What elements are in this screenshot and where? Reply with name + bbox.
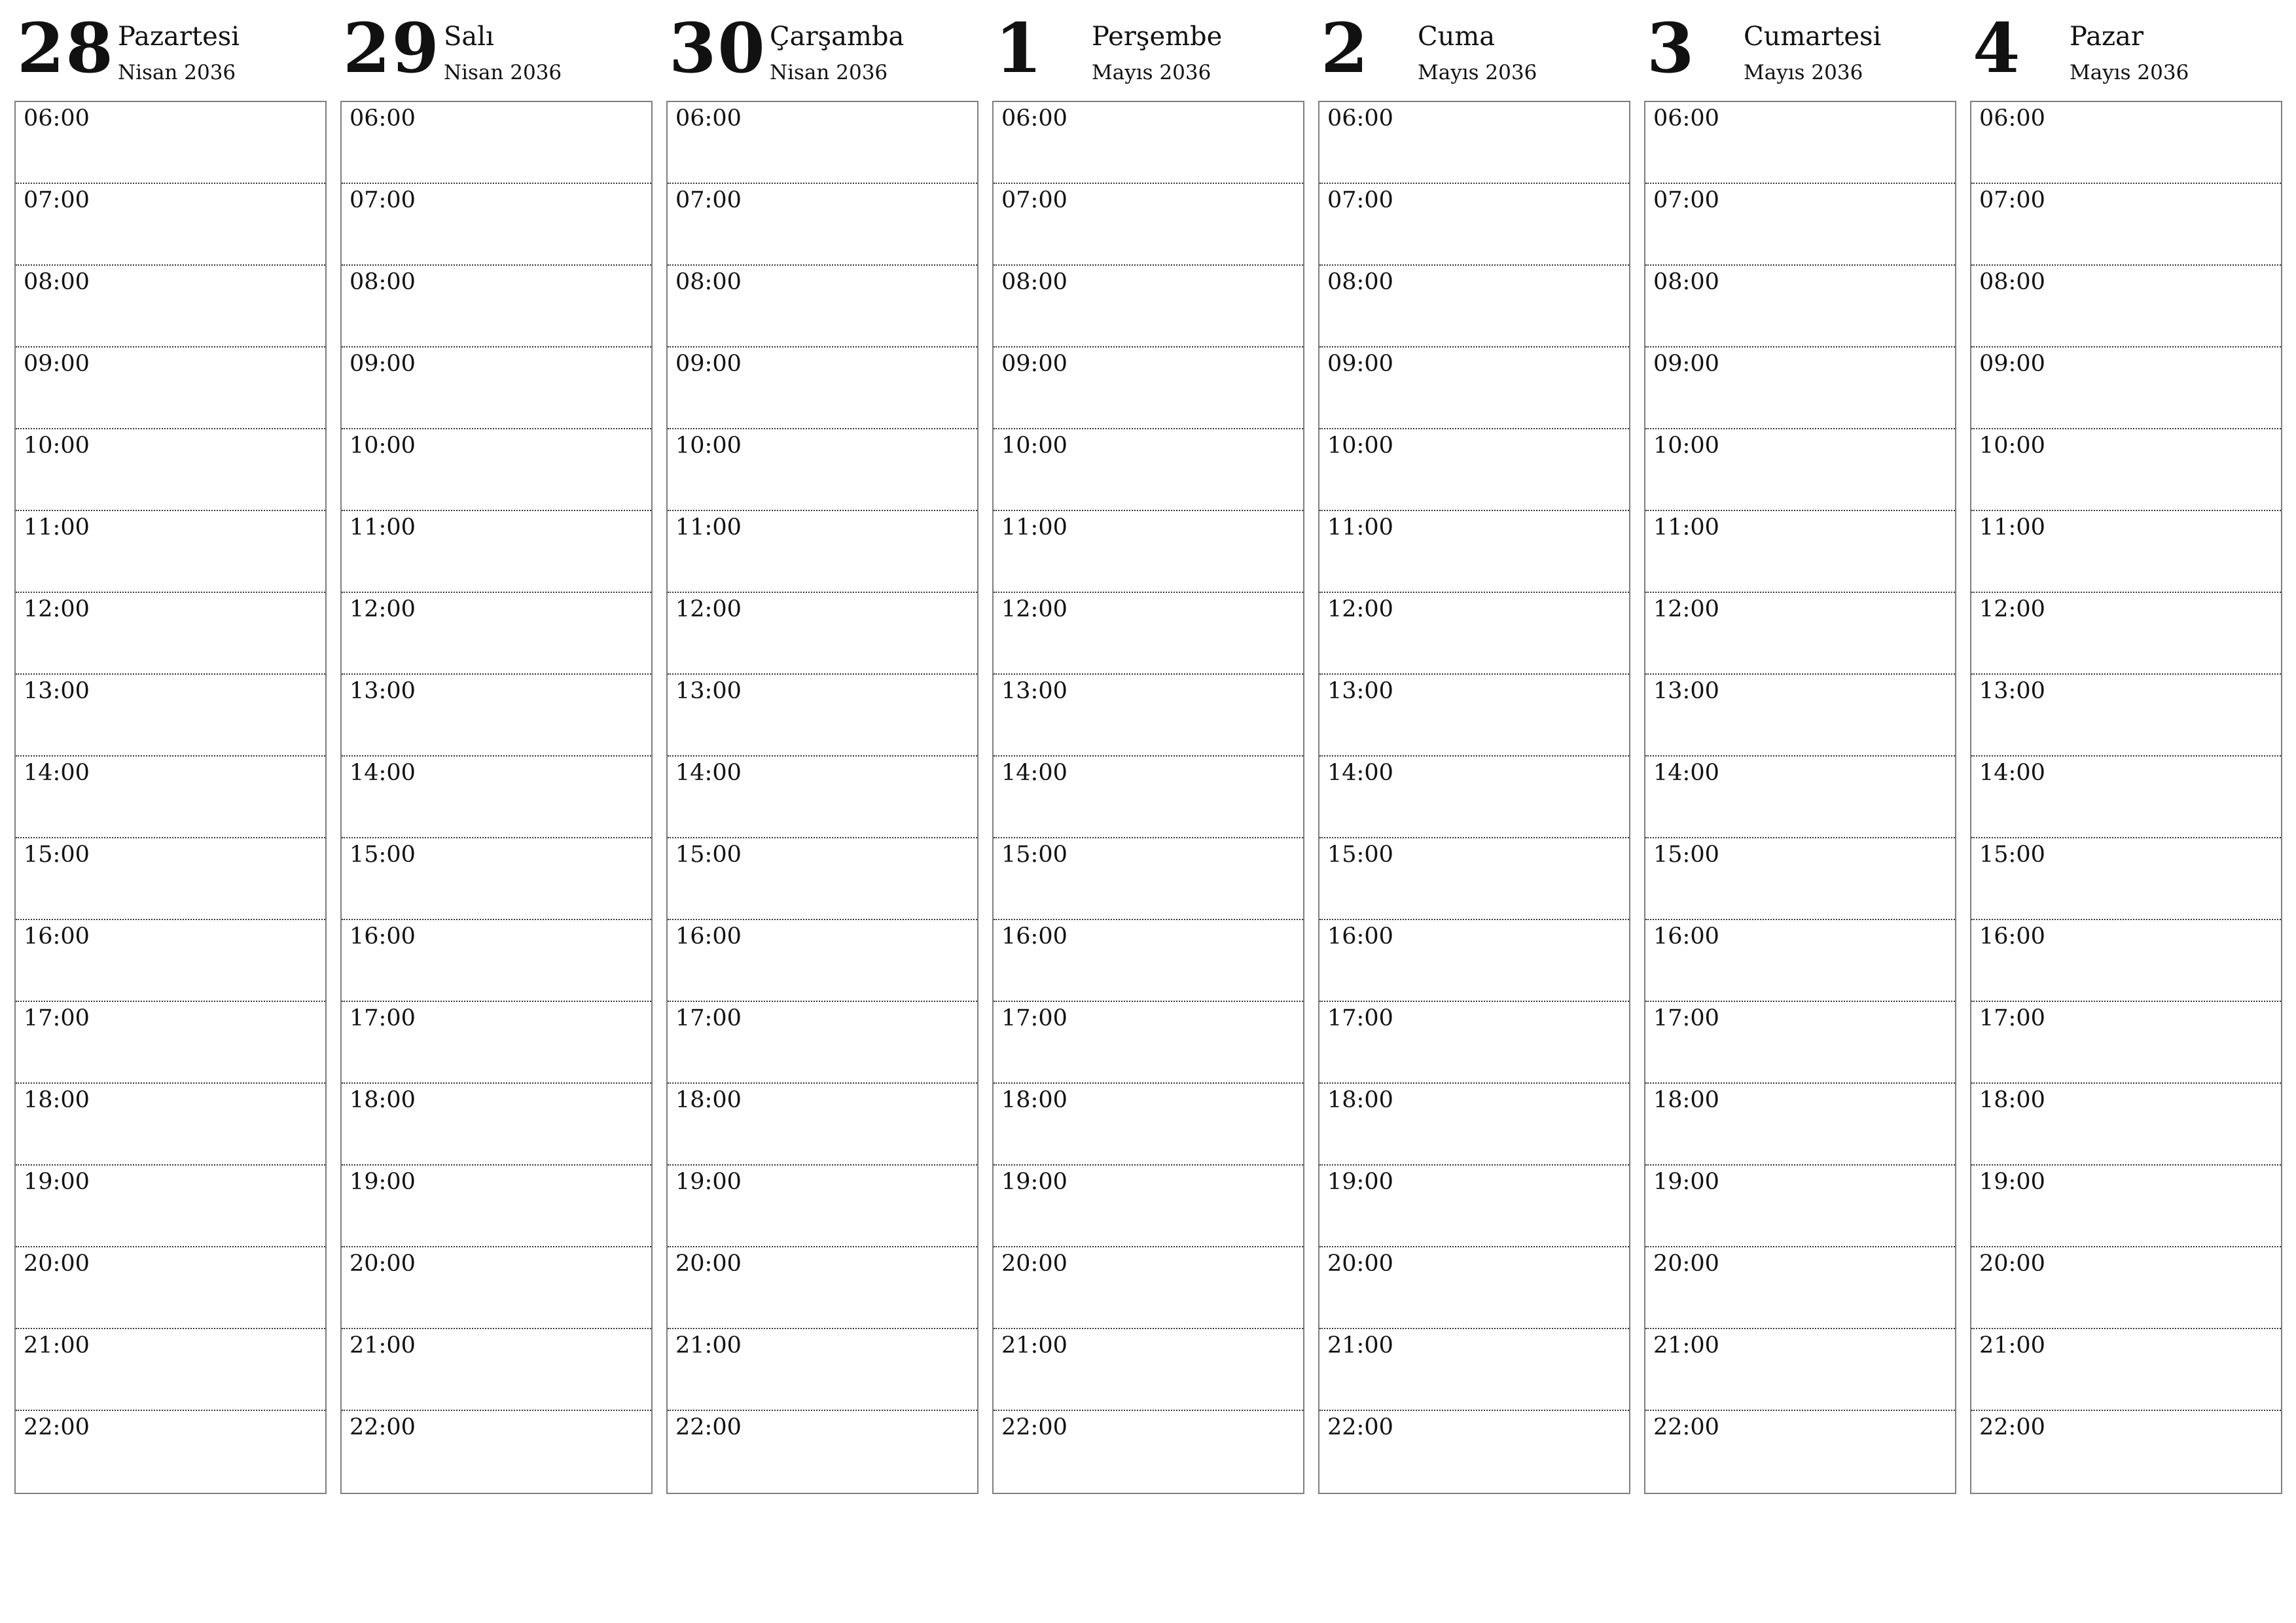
time-slot bbox=[1319, 1002, 1629, 1084]
time-label: 17:00 bbox=[675, 1005, 742, 1031]
time-slot bbox=[16, 429, 325, 511]
time-slot bbox=[994, 757, 1303, 838]
time-slot bbox=[16, 266, 325, 348]
time-slot bbox=[994, 184, 1303, 266]
time-label: 12:00 bbox=[1327, 596, 1393, 622]
time-label: 07:00 bbox=[350, 187, 416, 213]
time-slot bbox=[1645, 1084, 1955, 1166]
time-label: 18:00 bbox=[1979, 1087, 2045, 1113]
time-label: 06:00 bbox=[350, 105, 416, 132]
time-label: 14:00 bbox=[350, 760, 416, 786]
time-label: 10:00 bbox=[350, 433, 416, 459]
time-label: 18:00 bbox=[1001, 1087, 1067, 1113]
time-label: 17:00 bbox=[24, 1005, 90, 1031]
day-schedule-box bbox=[1644, 101, 1956, 1494]
time-slot bbox=[1645, 920, 1955, 1002]
time-slot bbox=[1645, 266, 1955, 348]
time-slot bbox=[994, 1084, 1303, 1166]
time-label: 12:00 bbox=[1001, 596, 1067, 622]
time-label: 11:00 bbox=[1327, 514, 1393, 541]
day-schedule-box bbox=[1318, 101, 1630, 1494]
time-slot bbox=[16, 757, 325, 838]
time-slot bbox=[342, 757, 651, 838]
day-name: Cumartesi bbox=[1744, 22, 1882, 52]
time-label: 06:00 bbox=[1979, 105, 2045, 132]
time-slot bbox=[16, 102, 325, 184]
time-label: 16:00 bbox=[675, 923, 742, 950]
time-label: 10:00 bbox=[24, 433, 90, 459]
time-label: 11:00 bbox=[1001, 514, 1067, 541]
time-slot bbox=[994, 1411, 1303, 1491]
time-slot bbox=[1319, 757, 1629, 838]
time-slot bbox=[994, 838, 1303, 920]
day-schedule-box bbox=[666, 101, 978, 1494]
time-slot bbox=[16, 1247, 325, 1329]
time-label: 08:00 bbox=[350, 269, 416, 295]
time-label: 14:00 bbox=[1979, 760, 2045, 786]
time-label: 14:00 bbox=[1001, 760, 1067, 786]
time-label: 06:00 bbox=[1327, 105, 1393, 132]
time-label: 16:00 bbox=[350, 923, 416, 950]
time-slot bbox=[668, 1002, 977, 1084]
time-label: 22:00 bbox=[24, 1414, 90, 1440]
time-label: 06:00 bbox=[1001, 105, 1067, 132]
time-label: 13:00 bbox=[1327, 678, 1393, 704]
time-slot bbox=[994, 1166, 1303, 1247]
time-slot bbox=[1971, 1329, 2281, 1411]
time-slot bbox=[1645, 1247, 1955, 1329]
time-slot bbox=[16, 838, 325, 920]
day-name: Perşembe bbox=[1092, 22, 1223, 52]
time-slot bbox=[1319, 1411, 1629, 1491]
time-slot bbox=[1645, 184, 1955, 266]
time-slot bbox=[342, 1002, 651, 1084]
time-slot bbox=[1319, 838, 1629, 920]
month-year-label: Nisan 2036 bbox=[770, 61, 888, 84]
time-slot bbox=[342, 348, 651, 429]
time-label: 18:00 bbox=[350, 1087, 416, 1113]
time-label: 15:00 bbox=[1979, 842, 2045, 868]
time-label: 12:00 bbox=[1653, 596, 1719, 622]
time-slot bbox=[668, 675, 977, 757]
time-slot bbox=[1971, 511, 2281, 593]
time-label: 15:00 bbox=[675, 842, 742, 868]
time-slot bbox=[16, 1002, 325, 1084]
time-label: 21:00 bbox=[1327, 1332, 1393, 1359]
time-label: 17:00 bbox=[1327, 1005, 1393, 1031]
time-label: 09:00 bbox=[1979, 351, 2045, 377]
time-label: 15:00 bbox=[350, 842, 416, 868]
day-name: Pazar bbox=[2070, 22, 2144, 52]
time-label: 20:00 bbox=[1001, 1251, 1067, 1277]
day-schedule-box bbox=[14, 101, 327, 1494]
day-column bbox=[666, 0, 978, 1440]
time-label: 22:00 bbox=[1653, 1414, 1719, 1440]
time-label: 11:00 bbox=[675, 514, 742, 541]
time-label: 22:00 bbox=[1001, 1414, 1067, 1440]
day-column bbox=[14, 0, 327, 1440]
time-slot bbox=[1971, 675, 2281, 757]
time-label: 09:00 bbox=[350, 351, 416, 377]
day-header bbox=[1970, 0, 2282, 98]
time-slot bbox=[1971, 184, 2281, 266]
time-label: 22:00 bbox=[1979, 1414, 2045, 1440]
day-schedule-box bbox=[992, 101, 1304, 1494]
time-label: 16:00 bbox=[1327, 923, 1393, 950]
time-slot bbox=[16, 184, 325, 266]
time-slot bbox=[668, 920, 977, 1002]
time-label: 20:00 bbox=[350, 1251, 416, 1277]
time-label: 15:00 bbox=[1001, 842, 1067, 868]
day-name: Pazartesi bbox=[118, 22, 240, 52]
time-slot bbox=[668, 102, 977, 184]
time-slot bbox=[1971, 102, 2281, 184]
time-label: 15:00 bbox=[24, 842, 90, 868]
time-label: 13:00 bbox=[1653, 678, 1719, 704]
time-slot bbox=[668, 348, 977, 429]
time-slot bbox=[16, 1329, 325, 1411]
time-slot bbox=[1971, 1411, 2281, 1491]
day-number: 1 bbox=[995, 8, 1044, 88]
time-label: 20:00 bbox=[1979, 1251, 2045, 1277]
day-column bbox=[1318, 0, 1630, 1440]
time-label: 11:00 bbox=[1979, 514, 2045, 541]
time-label: 19:00 bbox=[675, 1169, 742, 1195]
time-label: 14:00 bbox=[1653, 760, 1719, 786]
time-label: 22:00 bbox=[350, 1414, 416, 1440]
time-label: 12:00 bbox=[675, 596, 742, 622]
time-slot bbox=[668, 511, 977, 593]
time-slot bbox=[994, 675, 1303, 757]
time-slot bbox=[1319, 1329, 1629, 1411]
time-label: 10:00 bbox=[1979, 433, 2045, 459]
time-slot bbox=[1319, 593, 1629, 675]
time-label: 19:00 bbox=[24, 1169, 90, 1195]
time-label: 21:00 bbox=[675, 1332, 742, 1359]
time-slot bbox=[994, 1247, 1303, 1329]
time-label: 17:00 bbox=[1001, 1005, 1067, 1031]
time-slot bbox=[1645, 1166, 1955, 1247]
day-header bbox=[666, 0, 978, 98]
time-slot bbox=[1645, 429, 1955, 511]
time-label: 10:00 bbox=[1001, 433, 1067, 459]
time-slot bbox=[668, 593, 977, 675]
time-label: 13:00 bbox=[350, 678, 416, 704]
month-year-label: Nisan 2036 bbox=[444, 61, 562, 84]
time-slot bbox=[1645, 1002, 1955, 1084]
day-name: Çarşamba bbox=[770, 22, 905, 52]
time-slot bbox=[1319, 675, 1629, 757]
time-slot bbox=[1319, 1084, 1629, 1166]
time-slot bbox=[1645, 348, 1955, 429]
day-number: 28 bbox=[17, 8, 115, 88]
time-slot bbox=[1645, 1329, 1955, 1411]
time-label: 08:00 bbox=[1327, 269, 1393, 295]
day-column bbox=[1644, 0, 1956, 1440]
time-label: 11:00 bbox=[24, 514, 90, 541]
time-slot bbox=[342, 266, 651, 348]
day-schedule-box bbox=[1970, 101, 2282, 1494]
time-label: 11:00 bbox=[350, 514, 416, 541]
time-slot bbox=[1319, 348, 1629, 429]
time-slot bbox=[342, 1329, 651, 1411]
time-slot bbox=[1319, 1247, 1629, 1329]
time-label: 13:00 bbox=[675, 678, 742, 704]
time-label: 11:00 bbox=[1653, 514, 1719, 541]
day-number: 29 bbox=[343, 8, 440, 88]
time-label: 10:00 bbox=[675, 433, 742, 459]
time-slot bbox=[668, 1247, 977, 1329]
time-slot bbox=[342, 511, 651, 593]
month-year-label: Mayıs 2036 bbox=[1418, 61, 1537, 84]
time-slot bbox=[994, 266, 1303, 348]
time-label: 19:00 bbox=[1327, 1169, 1393, 1195]
time-slot bbox=[16, 593, 325, 675]
time-slot bbox=[994, 1002, 1303, 1084]
time-label: 13:00 bbox=[1979, 678, 2045, 704]
time-label: 18:00 bbox=[675, 1087, 742, 1113]
time-label: 15:00 bbox=[1653, 842, 1719, 868]
time-slot bbox=[16, 920, 325, 1002]
time-slot bbox=[668, 1329, 977, 1411]
time-label: 08:00 bbox=[24, 269, 90, 295]
time-label: 07:00 bbox=[1001, 187, 1067, 213]
time-label: 16:00 bbox=[1653, 923, 1719, 950]
month-year-label: Mayıs 2036 bbox=[1744, 61, 1863, 84]
time-slot bbox=[1971, 1084, 2281, 1166]
time-slot bbox=[994, 920, 1303, 1002]
time-slot bbox=[994, 102, 1303, 184]
time-label: 21:00 bbox=[1979, 1332, 2045, 1359]
time-label: 17:00 bbox=[1979, 1005, 2045, 1031]
time-label: 22:00 bbox=[675, 1414, 742, 1440]
time-slot bbox=[668, 838, 977, 920]
time-slot bbox=[668, 429, 977, 511]
time-slot bbox=[1971, 920, 2281, 1002]
time-label: 21:00 bbox=[1001, 1332, 1067, 1359]
time-label: 16:00 bbox=[24, 923, 90, 950]
time-label: 07:00 bbox=[1979, 187, 2045, 213]
time-slot bbox=[1319, 184, 1629, 266]
time-slot bbox=[1971, 593, 2281, 675]
time-label: 08:00 bbox=[1653, 269, 1719, 295]
time-label: 14:00 bbox=[24, 760, 90, 786]
time-slot bbox=[668, 757, 977, 838]
time-label: 08:00 bbox=[675, 269, 742, 295]
time-slot bbox=[1645, 511, 1955, 593]
time-slot bbox=[1971, 757, 2281, 838]
time-slot bbox=[1971, 838, 2281, 920]
time-slot bbox=[16, 511, 325, 593]
time-label: 13:00 bbox=[24, 678, 90, 704]
time-slot bbox=[342, 102, 651, 184]
time-label: 15:00 bbox=[1327, 842, 1393, 868]
time-slot bbox=[668, 266, 977, 348]
time-label: 17:00 bbox=[1653, 1005, 1719, 1031]
time-slot bbox=[1319, 1166, 1629, 1247]
time-label: 19:00 bbox=[1001, 1169, 1067, 1195]
time-slot bbox=[994, 348, 1303, 429]
time-slot bbox=[1645, 102, 1955, 184]
time-slot bbox=[1319, 266, 1629, 348]
time-label: 19:00 bbox=[1979, 1169, 2045, 1195]
time-slot bbox=[668, 1166, 977, 1247]
time-label: 21:00 bbox=[350, 1332, 416, 1359]
time-label: 20:00 bbox=[24, 1251, 90, 1277]
day-header bbox=[992, 0, 1304, 98]
day-header bbox=[1318, 0, 1630, 98]
time-slot bbox=[342, 593, 651, 675]
time-label: 09:00 bbox=[1653, 351, 1719, 377]
time-label: 08:00 bbox=[1979, 269, 2045, 295]
time-label: 21:00 bbox=[24, 1332, 90, 1359]
time-label: 06:00 bbox=[675, 105, 742, 132]
time-label: 14:00 bbox=[1327, 760, 1393, 786]
time-slot bbox=[1319, 429, 1629, 511]
time-slot bbox=[1971, 429, 2281, 511]
time-label: 07:00 bbox=[24, 187, 90, 213]
time-slot bbox=[1971, 348, 2281, 429]
time-label: 16:00 bbox=[1001, 923, 1067, 950]
time-slot bbox=[342, 1247, 651, 1329]
time-slot bbox=[1645, 1411, 1955, 1491]
day-header bbox=[1644, 0, 1956, 98]
time-label: 06:00 bbox=[24, 105, 90, 132]
time-label: 06:00 bbox=[1653, 105, 1719, 132]
day-name: Cuma bbox=[1418, 22, 1496, 52]
time-slot bbox=[668, 1084, 977, 1166]
time-label: 20:00 bbox=[675, 1251, 742, 1277]
time-slot bbox=[342, 838, 651, 920]
time-label: 07:00 bbox=[1653, 187, 1719, 213]
time-slot bbox=[994, 429, 1303, 511]
time-slot bbox=[16, 1411, 325, 1491]
day-name: Salı bbox=[444, 22, 494, 52]
day-schedule-box bbox=[340, 101, 653, 1494]
time-slot bbox=[342, 1084, 651, 1166]
time-slot bbox=[16, 675, 325, 757]
time-slot bbox=[342, 675, 651, 757]
time-slot bbox=[994, 1329, 1303, 1411]
time-label: 08:00 bbox=[1001, 269, 1067, 295]
time-slot bbox=[1319, 511, 1629, 593]
day-column bbox=[1970, 0, 2282, 1440]
time-label: 09:00 bbox=[24, 351, 90, 377]
time-label: 17:00 bbox=[350, 1005, 416, 1031]
time-slot bbox=[1971, 1002, 2281, 1084]
time-label: 12:00 bbox=[350, 596, 416, 622]
time-label: 18:00 bbox=[1327, 1087, 1393, 1113]
time-slot bbox=[1319, 920, 1629, 1002]
day-number: 30 bbox=[669, 8, 766, 88]
time-label: 09:00 bbox=[1327, 351, 1393, 377]
time-slot bbox=[342, 920, 651, 1002]
time-slot bbox=[342, 1411, 651, 1491]
time-slot bbox=[1971, 266, 2281, 348]
time-label: 12:00 bbox=[24, 596, 90, 622]
time-label: 19:00 bbox=[350, 1169, 416, 1195]
time-slot bbox=[342, 1166, 651, 1247]
time-slot bbox=[994, 511, 1303, 593]
time-label: 07:00 bbox=[675, 187, 742, 213]
time-slot bbox=[1645, 593, 1955, 675]
time-label: 13:00 bbox=[1001, 678, 1067, 704]
time-slot bbox=[1971, 1247, 2281, 1329]
time-slot bbox=[16, 1166, 325, 1247]
time-label: 10:00 bbox=[1327, 433, 1393, 459]
day-number: 3 bbox=[1647, 8, 1696, 88]
time-label: 18:00 bbox=[1653, 1087, 1719, 1113]
time-slot bbox=[1971, 1166, 2281, 1247]
time-slot bbox=[16, 1084, 325, 1166]
time-label: 10:00 bbox=[1653, 433, 1719, 459]
time-slot bbox=[668, 184, 977, 266]
time-slot bbox=[1645, 675, 1955, 757]
day-column bbox=[340, 0, 653, 1440]
time-label: 19:00 bbox=[1653, 1169, 1719, 1195]
day-column bbox=[992, 0, 1304, 1440]
day-number: 4 bbox=[1973, 8, 2022, 88]
time-slot bbox=[994, 593, 1303, 675]
time-slot bbox=[1645, 838, 1955, 920]
time-label: 07:00 bbox=[1327, 187, 1393, 213]
time-label: 09:00 bbox=[1001, 351, 1067, 377]
time-label: 16:00 bbox=[1979, 923, 2045, 950]
time-slot bbox=[342, 184, 651, 266]
time-label: 18:00 bbox=[24, 1087, 90, 1113]
time-slot bbox=[668, 1411, 977, 1491]
day-header bbox=[340, 0, 653, 98]
time-label: 12:00 bbox=[1979, 596, 2045, 622]
time-label: 21:00 bbox=[1653, 1332, 1719, 1359]
time-label: 20:00 bbox=[1327, 1251, 1393, 1277]
month-year-label: Mayıs 2036 bbox=[1092, 61, 1211, 84]
time-slot bbox=[1319, 102, 1629, 184]
month-year-label: Mayıs 2036 bbox=[2070, 61, 2189, 84]
time-label: 20:00 bbox=[1653, 1251, 1719, 1277]
time-label: 09:00 bbox=[675, 351, 742, 377]
day-number: 2 bbox=[1321, 8, 1370, 88]
day-header bbox=[14, 0, 327, 98]
time-label: 14:00 bbox=[675, 760, 742, 786]
time-label: 22:00 bbox=[1327, 1414, 1393, 1440]
time-slot bbox=[342, 429, 651, 511]
month-year-label: Nisan 2036 bbox=[118, 61, 236, 84]
time-slot bbox=[16, 348, 325, 429]
time-slot bbox=[1645, 757, 1955, 838]
